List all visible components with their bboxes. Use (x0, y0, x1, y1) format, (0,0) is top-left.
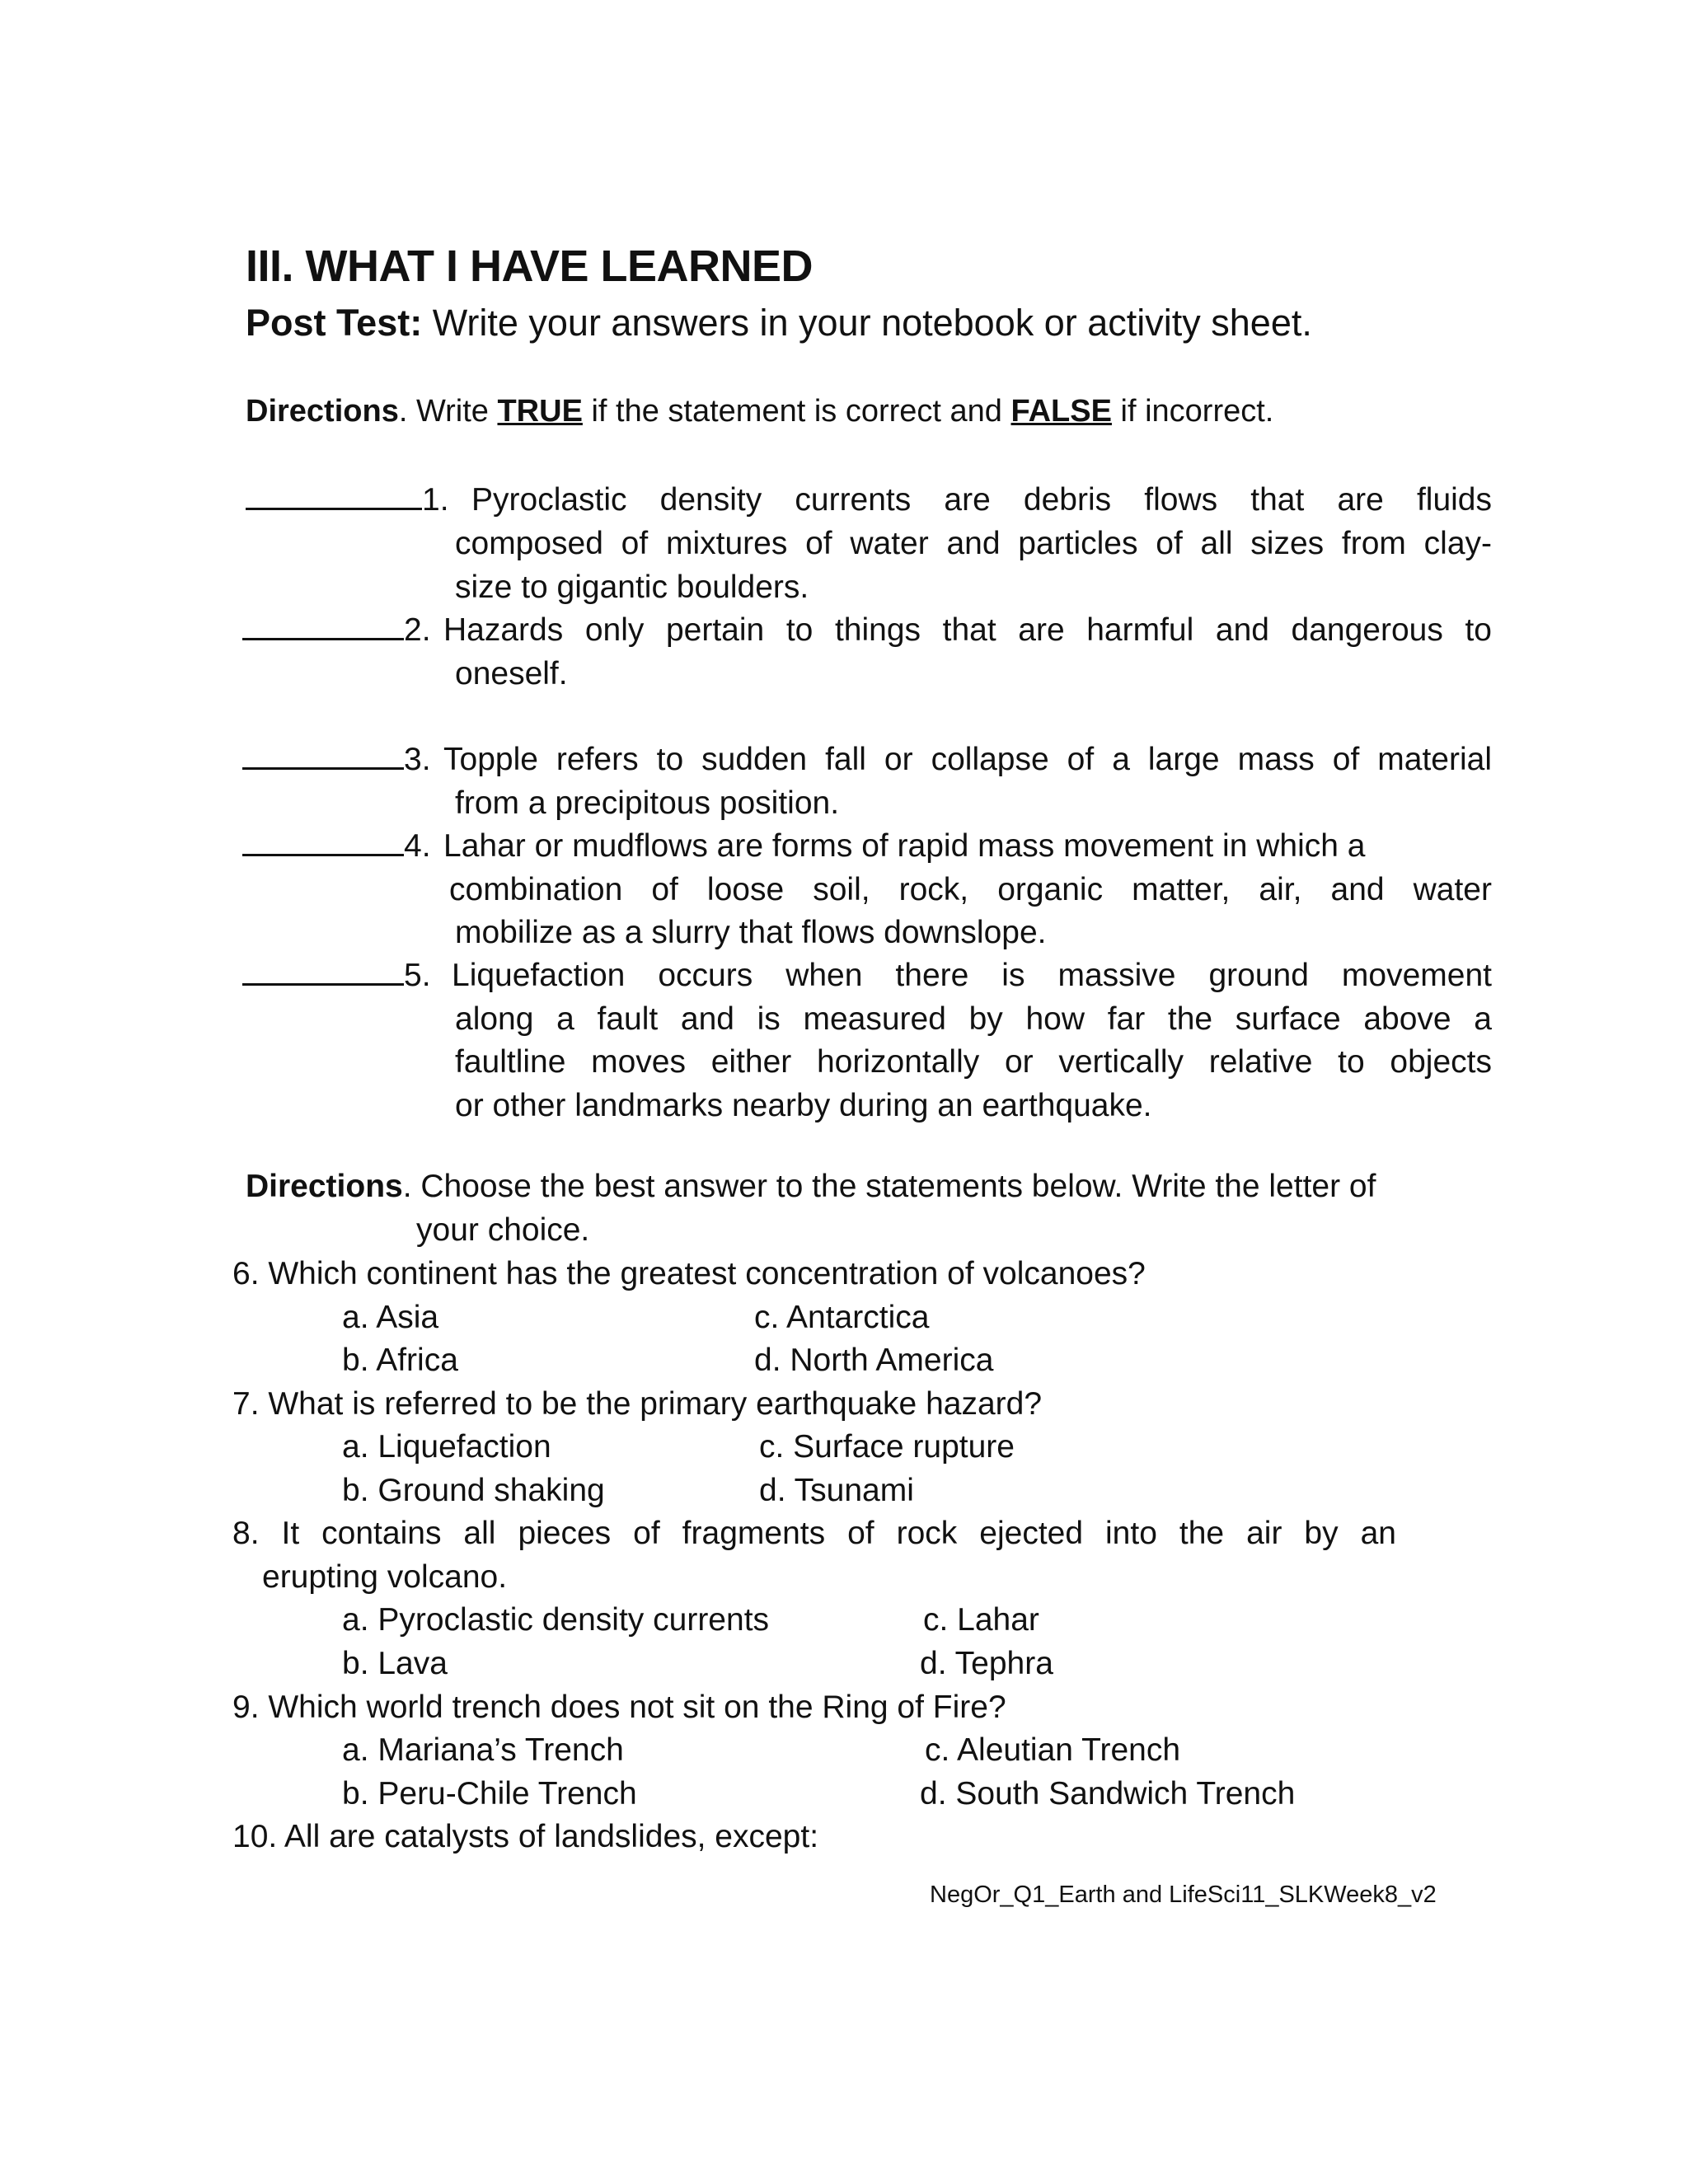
option-d: d. Tsunami (759, 1473, 914, 1508)
item-text-line: size to gigantic boulders. (455, 569, 809, 605)
option-c: c. Antarctica (754, 1300, 930, 1335)
multiple-choice-directions (246, 1169, 1376, 1205)
item-text-line: oneself. (455, 656, 568, 691)
option-d: d. Tephra (920, 1646, 1053, 1681)
false-word: FALSE (1010, 394, 1112, 429)
item-text-line: faultline moves either horizontally or vertically relative to objects (455, 1044, 1492, 1080)
directions-text: . Choose the best answer to the statements below. Write the letter of (402, 1169, 1376, 1204)
item-text-line: Topple refers to sudden fall or collapse of a large mass of material (443, 742, 1492, 777)
option-c: c. Lahar (923, 1602, 1039, 1638)
option-a: a. Mariana’s Trench (342, 1732, 624, 1768)
directions-text: if incorrect. (1111, 394, 1274, 429)
item-text-line: Pyroclastic density currents are debris flows that are fluids (471, 482, 1492, 518)
option-b: b. Africa (342, 1343, 458, 1378)
true-word: TRUE (497, 394, 583, 429)
question-text: 6. Which continent has the greatest concentration of volcanoes? (232, 1256, 1146, 1291)
answer-blank[interactable] (242, 738, 404, 770)
item-text-line: along a fault and is measured by how far the surface above a (455, 1001, 1492, 1037)
directions-text: if the statement is correct and (582, 394, 1011, 429)
section-title: III. WHAT I HAVE LEARNED (246, 241, 813, 291)
post-test-label: Post Test: (246, 302, 423, 344)
option-c: c. Aleutian Trench (925, 1732, 1181, 1768)
option-b: b. Ground shaking (342, 1473, 605, 1508)
question-text-line-1: 8. It contains all pieces of fragments of rock ejected into the air by an (232, 1516, 1396, 1551)
answer-blank[interactable] (242, 608, 404, 640)
item-text-line: Hazards only pertain to things that are harmful and dangerous to (443, 612, 1492, 648)
directions-text-line-2: your choice. (416, 1212, 590, 1248)
item-text-line: mobilize as a slurry that flows downslope. (455, 915, 1047, 950)
option-c: c. Surface rupture (759, 1429, 1015, 1465)
item-number: 4. (404, 828, 431, 864)
directions-label: Directions (246, 1169, 403, 1204)
post-test-text: Write your answers in your notebook or activity sheet. (432, 302, 1312, 344)
item-text-line: or other landmarks nearby during an earthquake. (455, 1088, 1152, 1123)
item-number: 5. (404, 958, 431, 993)
option-d: d. North America (754, 1343, 994, 1378)
directions-label: Directions (246, 394, 399, 429)
item-text-line: from a precipitous position. (455, 785, 840, 821)
option-a: a. Liquefaction (342, 1429, 551, 1465)
question-text-line-2: erupting volcano. (262, 1559, 508, 1595)
true-false-directions (246, 394, 1273, 429)
answer-blank[interactable] (246, 478, 422, 510)
item-number: 3. (404, 742, 431, 777)
item-text-line: composed of mixtures of water and particles of all sizes from clay- (455, 526, 1492, 561)
option-d: d. South Sandwich Trench (920, 1776, 1296, 1811)
answer-blank[interactable] (242, 824, 404, 856)
post-test-instruction (246, 302, 1312, 344)
footer-code: NegOr_Q1_Earth and LifeSci11_SLKWeek8_v2 (930, 1882, 1437, 1908)
item-number: 1. (422, 482, 449, 518)
option-a: a. Pyroclastic density currents (342, 1602, 770, 1638)
item-text-line: Liquefaction occurs when there is massive ground movement (452, 958, 1492, 993)
directions-text: . Write (398, 394, 498, 429)
option-b: b. Peru-Chile Trench (342, 1776, 637, 1811)
option-a: a. Asia (342, 1300, 439, 1335)
question-text: 7. What is referred to be the primary earthquake hazard? (232, 1386, 1043, 1422)
answer-blank[interactable] (242, 954, 404, 986)
item-text-line: combination of loose soil, rock, organic matter, air, and water (449, 872, 1492, 907)
item-number: 2. (404, 612, 431, 648)
item-text-line: Lahar or mudflows are forms of rapid mass movement in which a (443, 828, 1366, 864)
question-text: 9. Which world trench does not sit on the Ring of Fire? (232, 1690, 1006, 1725)
option-b: b. Lava (342, 1646, 448, 1681)
mc-question-10: 10. All are catalysts of landslides, except: (232, 1819, 819, 1854)
